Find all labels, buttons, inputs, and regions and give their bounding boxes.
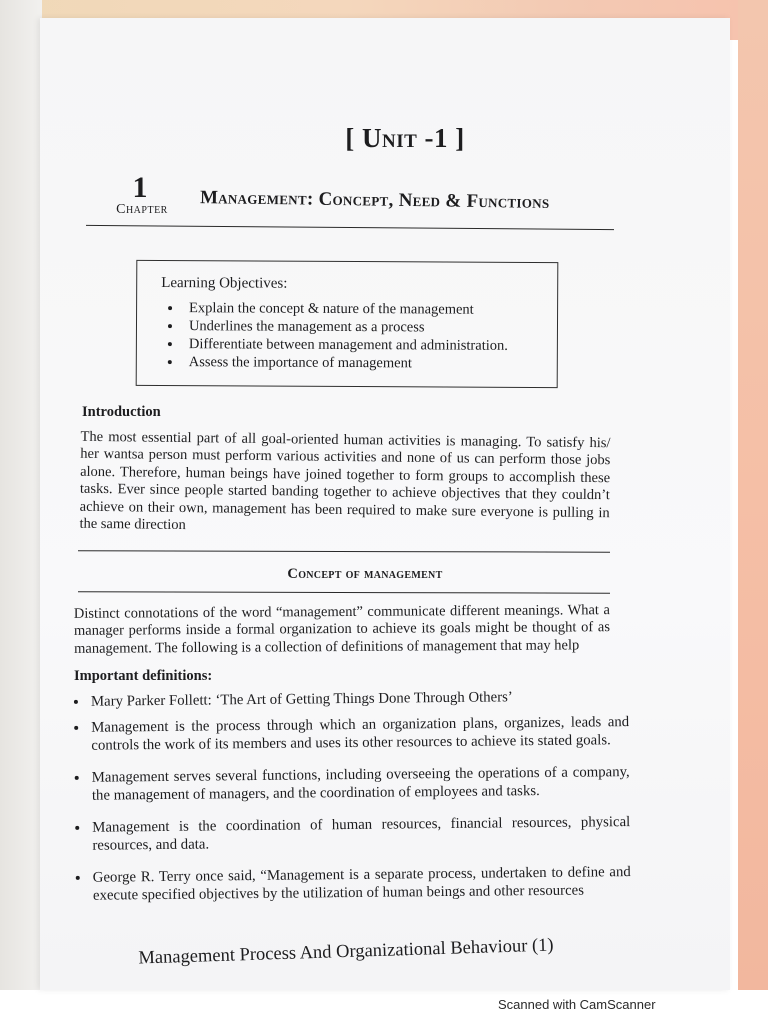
background-right — [738, 0, 768, 990]
definitions-list — [69, 687, 631, 919]
definitions-heading: Important definitions: — [74, 668, 213, 684]
objective-item: • Assess the importance of management — [183, 353, 508, 373]
objective-item: • Explain the concept & nature of the management — [183, 299, 508, 319]
document-page — [40, 18, 730, 990]
introduction-heading: Introduction — [82, 404, 161, 420]
definition-item: • Management is the process through which an organization plans, organizes, leads and controls the work of its members and uses its other resources to achieve its stated goals. — [89, 713, 629, 755]
scanner-watermark: Scanned with CamScanner — [498, 997, 656, 1012]
learning-objectives-box — [136, 260, 559, 388]
chapter-number: 1 — [132, 171, 148, 204]
chapter-label: Chapter — [116, 202, 168, 217]
background-left — [0, 0, 42, 990]
concept-rule-top — [78, 550, 610, 552]
concept-heading: Concept of management — [287, 566, 443, 582]
unit-title: [ Unit -1 ] — [345, 123, 465, 153]
definition-item: • Mary Parker Follett: ‘The Art of Getting Things Done Through Others’ — [89, 687, 629, 711]
concept-rule-bottom — [78, 591, 610, 593]
learning-objectives-heading: Learning Objectives: — [161, 275, 288, 292]
objective-item: • Differentiate between management and administration. — [183, 335, 508, 355]
objective-item: • Underlines the management as a process — [183, 317, 508, 337]
definition-item: • Management serves several functions, including overseeing the operations of a company, the management of managers, and the coordination of employees and tasks. — [90, 763, 630, 805]
learning-objectives-list — [161, 299, 508, 373]
definition-item: • Management is the coordination of human resources, financial resources, physical resources, and data. — [90, 813, 630, 855]
chapter-rule — [86, 225, 614, 230]
page-footer: Management Process And Organizational Behaviour (1) — [138, 935, 554, 969]
concept-text: Distinct connotations of the word “management” communicate different meanings. What a manager performs inside a formal organization to achieve its goals might be thought of as management. The following is a collection of definitions of management that may help — [73, 602, 611, 657]
definition-item: • George R. Terry once said, “Management is a separate process, undertaken to define and execute specified objectives by the utilization of human beings and other resources — [91, 863, 631, 905]
introduction-text: The most essential part of all goal-oriented human activities is managing. To satisfy his/ her wantsa person must perform various activities and none of us can perform those jobs alone. Therefore, human beings have joined together to form groups to accomplish these tasks. Ever since people started banding together to achieve objectives that they couldn’t achieve on their own, management has been required to make sure everyone is pulling in the same direction — [79, 428, 611, 534]
chapter-title: Management: Concept, Need & Functions — [199, 187, 550, 213]
